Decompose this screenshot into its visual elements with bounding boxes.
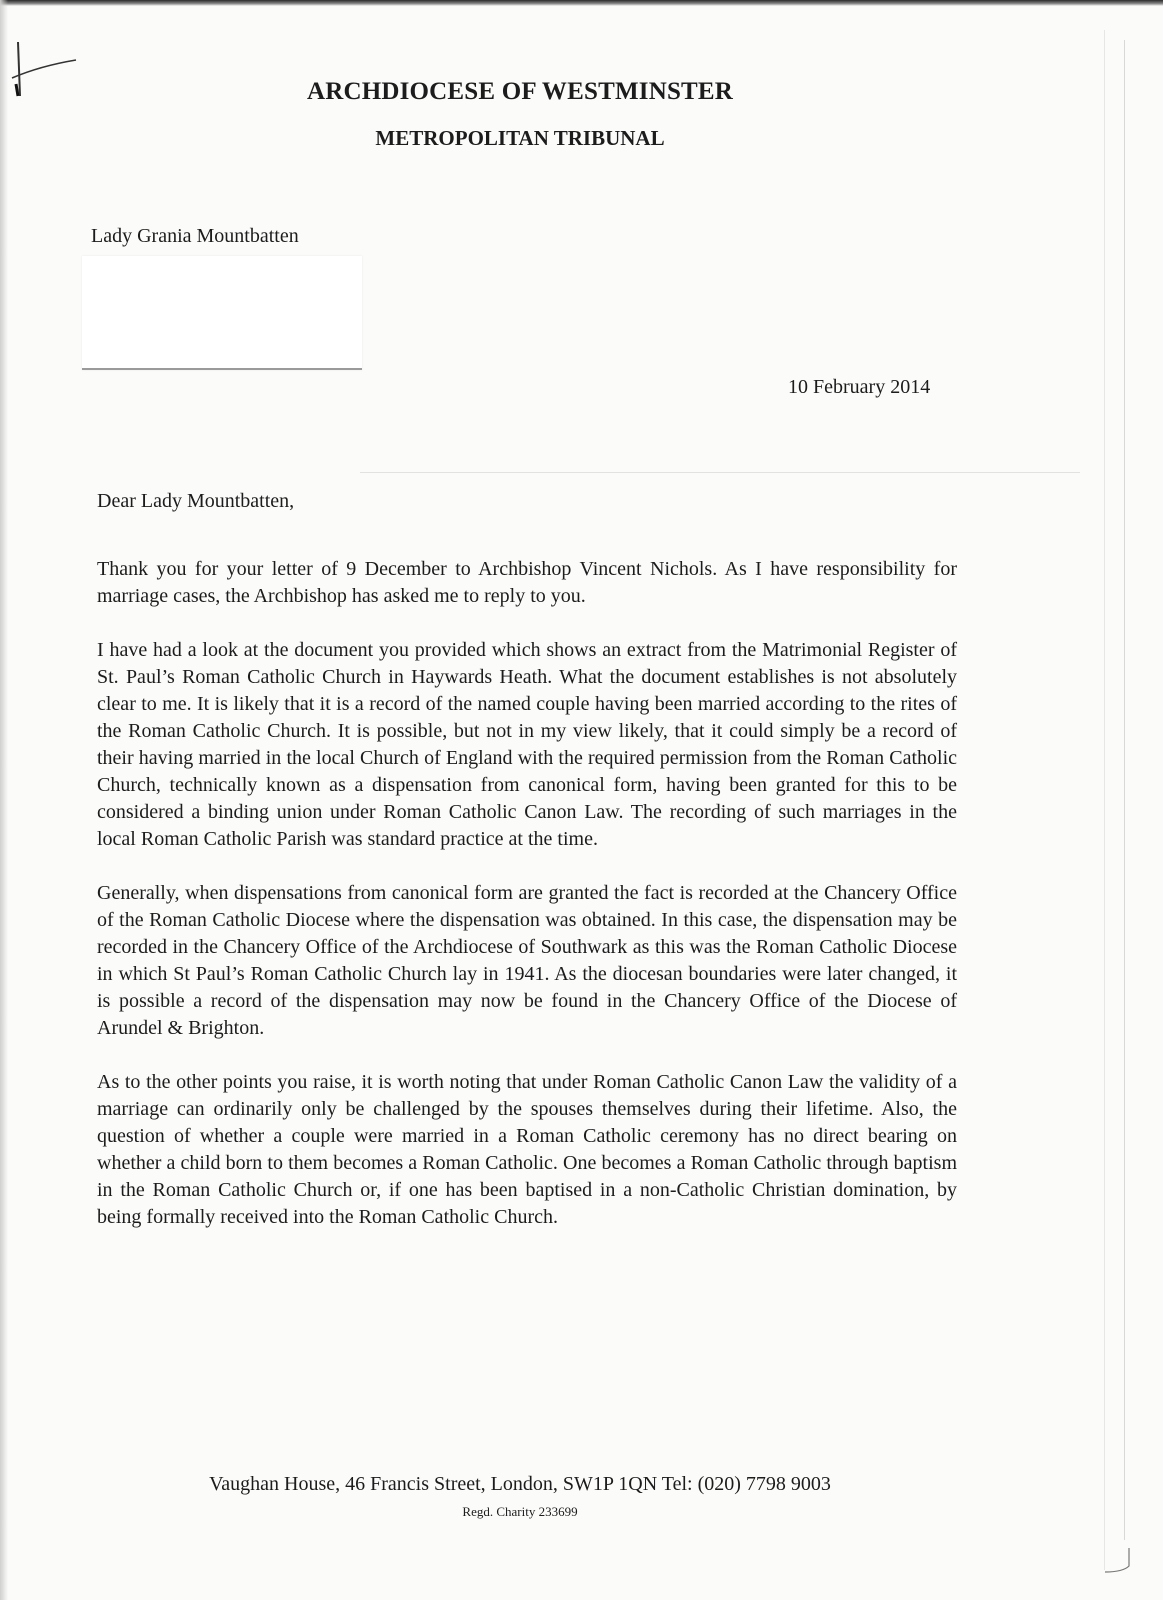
recipient-name: Lady Grania Mountbatten [91, 225, 299, 247]
redacted-address-block [82, 256, 362, 370]
footer-charity-number: Regd. Charity 233699 [462, 1504, 578, 1519]
underlying-page-edge [1124, 40, 1125, 1540]
scan-left-shadow [0, 0, 8, 1600]
body-paragraph: I have had a look at the document you provided which shows an extract from the Matrimonial Register of St. Paul’s Roman Catholic Church in Haywards Heath. What the document establishes is not absolutely clear to me. It is likely that it is a record of the named couple having been married according to the rites of the Roman Catholic Church. It is possible, but not in my view likely, that it could simply be a record of their having married in the local Church of England with the required permission from the Roman Catholic Church, technically known as a dispensation from canonical form, having been granted for this to be considered a binding union under Roman Catholic Canon Law. The recording of such marriages in the local Roman Catholic Parish was standard practice at the time. [97, 639, 957, 850]
letterhead-department: METROPOLITAN TRIBUNAL [375, 126, 665, 150]
body-paragraph: As to the other points you raise, it is worth noting that under Roman Catholic Canon Law the validity of a marriage can ordinarily only be challenged by the spouses themselves during their lifetime. Also, the question of whether a couple were married in a Roman Catholic ceremony has no direct bearing on whether a child born to them becomes a Roman Catholic. One becomes a Roman Catholic through baptism in the Roman Catholic Church or, if one has been baptised in a non-Catholic Christian domination, by being formally received into the Roman Catholic Church. [97, 1071, 957, 1228]
scan-top-edge [0, 0, 1163, 6]
body-paragraph: Generally, when dispensations from canonical form are granted the fact is recorded at the Chancery Office of the Roman Catholic Diocese where the dispensation was obtained. In this case, the dispensation may be recorded in the Chancery Office of the Archdiocese of Southwark as this was the Roman Catholic Diocese in which St Paul’s Roman Catholic Church lay in 1941. As the diocesan boundaries were later changed, it is possible a record of the dispensation may now be found in the Chancery Office of the Diocese of Arundel & Brighton. [97, 882, 957, 1039]
footer-address: Vaughan House, 46 Francis Street, London, SW1P 1QN Tel: (020) 7798 9003 [209, 1473, 831, 1495]
salutation: Dear Lady Mountbatten, [97, 490, 295, 512]
letter-body [97, 556, 957, 1258]
letterhead-organization: ARCHDIOCESE OF WESTMINSTER [306, 78, 734, 105]
show-through-rule [360, 472, 1080, 473]
letter-date: 10 February 2014 [788, 376, 931, 398]
page-corner-fold-icon [1103, 1548, 1133, 1574]
body-paragraph: Thank you for your letter of 9 December to Archbishop Vincent Nichols. As I have responsibility for marriage cases, the Archbishop has asked me to reply to you. [97, 558, 957, 607]
underlying-page-edge-2 [1104, 30, 1105, 1570]
